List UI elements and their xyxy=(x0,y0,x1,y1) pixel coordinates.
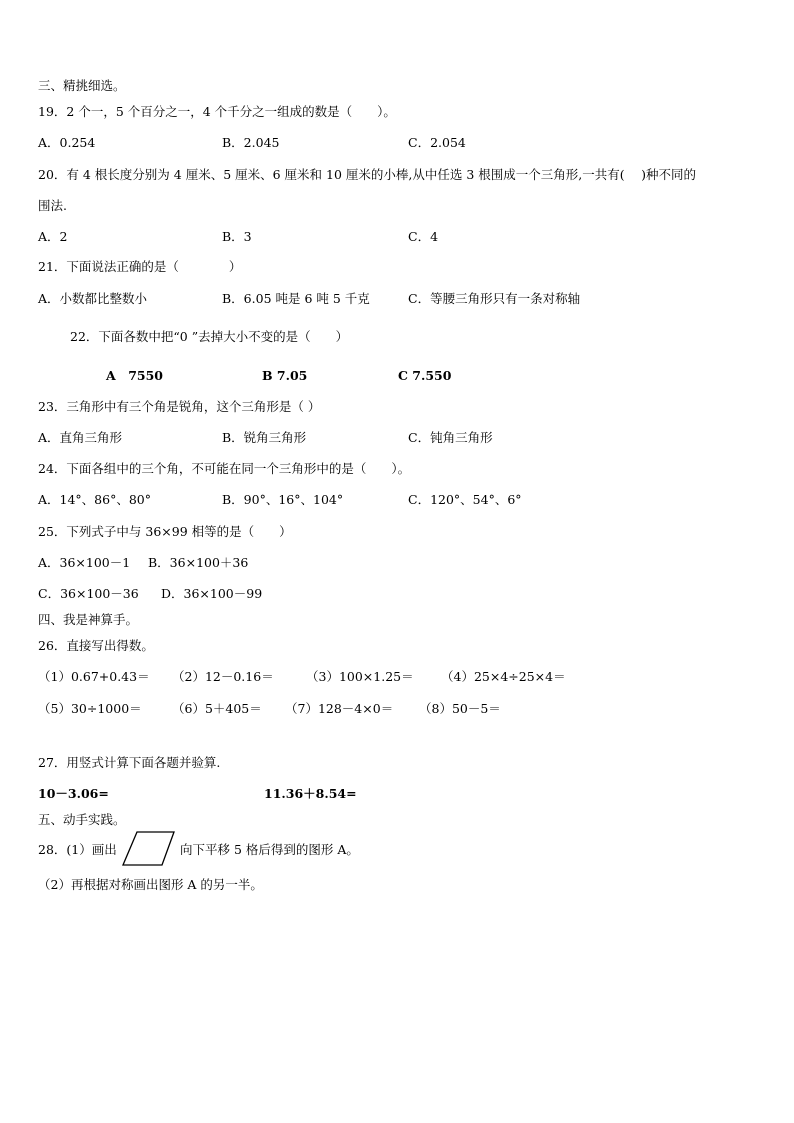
q22-option-c: C 7.550 xyxy=(398,368,452,383)
q19-option-a: A．0.254 xyxy=(38,135,96,150)
q26-item-3: （3）100×1.25＝ xyxy=(306,669,414,684)
question-28-part1-prefix: 28．(1）画出 xyxy=(38,842,117,857)
q25-option-d: D．36×100－99 xyxy=(161,586,263,601)
question-22-stem: 22．下面各数中把“0 ”去掉大小不变的是（ ） xyxy=(70,329,349,344)
question-23-stem: 23．三角形中有三个角是锐角，这个三角形是（ ） xyxy=(38,399,321,414)
q25-option-c: C．36×100－36 xyxy=(38,586,139,601)
question-24-stem: 24．下面各组中的三个角，不可能在同一个三角形中的是（ ）。 xyxy=(38,461,411,476)
q26-item-4: （4）25×4÷25×4＝ xyxy=(441,669,566,684)
question-21-stem: 21．下面说法正确的是（ ） xyxy=(38,259,242,274)
q20-option-b: B．3 xyxy=(222,229,252,244)
q26-item-6: （6）5＋405＝ xyxy=(172,701,262,716)
q21-option-c: C．等腰三角形只有一条对称轴 xyxy=(408,291,581,306)
q26-item-7: （7）128－4×0＝ xyxy=(285,701,394,716)
q26-item-8: （8）50－5＝ xyxy=(419,701,501,716)
q24-option-c: C．120°、54°、6° xyxy=(408,492,522,507)
question-20-stem: 20．有 4 根长度分别为 4 厘米、5 厘米、6 厘米和 10 厘米的小棒,从中任选 3 根围成一个三角形,一共有( )种不同的 xyxy=(38,167,696,182)
q24-option-a: A．14°、86°、80° xyxy=(38,492,151,507)
section-heading: 三、精挑细选。 xyxy=(38,78,126,93)
q23-option-a: A．直角三角形 xyxy=(38,430,123,445)
question-20-stem-cont: 围法. xyxy=(38,198,67,213)
q21-option-b: B．6.05 吨是 6 吨 5 千克 xyxy=(222,291,370,306)
q27-expression-2: 11.36＋8.54= xyxy=(264,786,357,801)
q19-option-c: C．2.054 xyxy=(408,135,466,150)
q19-option-b: B．2.045 xyxy=(222,135,280,150)
q22-option-b: B 7.05 xyxy=(262,368,308,383)
question-28-part1-suffix: 向下平移 5 格后得到的图形 A。 xyxy=(180,842,359,857)
q22-option-a: A 7550 xyxy=(106,368,163,383)
q25-option-a: A．36×100－1 xyxy=(38,555,131,570)
q27-expression-1: 10－3.06= xyxy=(38,786,109,801)
q26-item-1: （1）0.67+0.43＝ xyxy=(38,669,150,684)
q26-item-2: （2）12－0.16＝ xyxy=(172,669,274,684)
question-26-stem: 26．直接写出得数。 xyxy=(38,638,154,653)
q21-option-a: A．小数都比整数小 xyxy=(38,291,148,306)
q20-option-a: A．2 xyxy=(38,229,68,244)
question-27-stem: 27．用竖式计算下面各题并验算. xyxy=(38,755,221,770)
question-19-stem: 19．2 个一，5 个百分之一，4 个千分之一组成的数是（ ）。 xyxy=(38,104,396,119)
parallelogram-figure xyxy=(122,831,176,867)
q25-option-b: B．36×100＋36 xyxy=(148,555,249,570)
section-heading: 四、我是神算手。 xyxy=(38,612,139,627)
section-heading: 五、动手实践。 xyxy=(38,812,126,827)
q23-option-b: B．锐角三角形 xyxy=(222,430,307,445)
q23-option-c: C．钝角三角形 xyxy=(408,430,493,445)
q20-option-c: C．4 xyxy=(408,229,439,244)
q26-item-5: （5）30÷1000＝ xyxy=(38,701,142,716)
q24-option-b: B．90°、16°、104° xyxy=(222,492,344,507)
question-25-stem: 25．下列式子中与 36×99 相等的是（ ） xyxy=(38,524,292,539)
question-28-part2: （2）再根据对称画出图形 A 的另一半。 xyxy=(38,877,263,892)
